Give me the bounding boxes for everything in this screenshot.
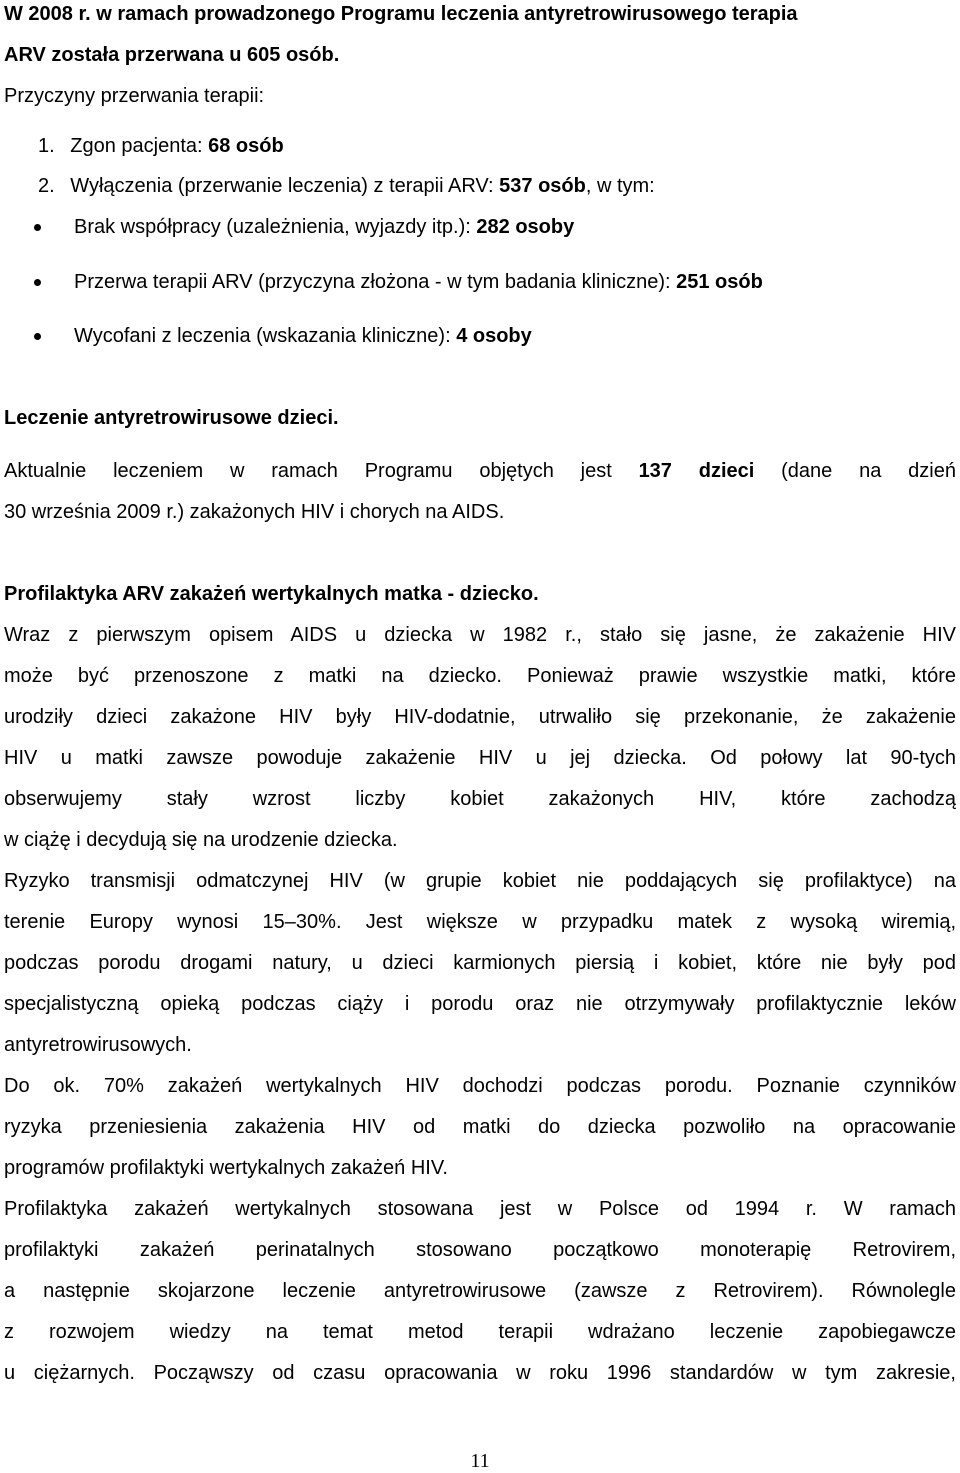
item-value: 68 osób [208,135,284,157]
text-line: urodziły dzieci zakażone HIV były HIV-dodatnie, utrwaliło się przekonanie, że zakażenie [4,706,956,728]
bullet-icon [34,333,41,340]
item-text: Zgon pacjenta: [70,135,209,157]
text-line: Ryzyko transmisji odmatczynej HIV (w grupie kobiet nie poddających się profilaktyce) na [4,870,956,892]
item-tail: , w tym: [585,175,655,197]
children-count: 137 dzieci [638,460,755,482]
text-line: HIV u matki zawsze powoduje zakażenie HIV u jej dziecka. Od połowy lat 90-tych [4,747,956,769]
numbered-item [38,134,284,158]
text-run: (dane na dzień [754,460,956,482]
bullet-icon [34,279,41,286]
bullet-value: 282 osoby [476,216,575,238]
reasons-heading: Przyczyny przerwania terapii: [4,85,265,107]
text-line: w ciążę i decydują się na urodzenie dziecka. [4,829,398,851]
bullet-value: 4 osoby [456,325,532,347]
bullet-icon [34,224,41,231]
text-line: a następnie skojarzone leczenie antyretrowirusowe (zawsze z Retrovirem). Równolegle [4,1280,956,1302]
text-line: specjalistyczną opieką podczas ciąży i porodu oraz nie otrzymywały profilaktycznie leków [4,993,956,1015]
text-line: terenie Europy wynosi 15–30%. Jest większe w przypadku matek z wysoką wiremią, [4,911,956,933]
intro-line-2: ARV została przerwana u 605 osób. [4,44,340,66]
text-line: Do ok. 70% zakażeń wertykalnych HIV dochodzi podczas porodu. Poznanie czynników [4,1075,956,1097]
item-number: 1. [38,135,55,157]
text-line: profilaktyki zakażeń perinatalnych stosowano początkowo monoterapię Retrovirem, [4,1239,956,1261]
text-line: obserwujemy stały wzrost liczby kobiet zakażonych HIV, które zachodzą [4,788,956,810]
bullet-text: Przerwa terapii ARV (przyczyna złożona - w tym badania kliniczne): [74,271,677,293]
text-run: Aktualnie leczeniem w ramach Programu objętych jest [4,460,639,482]
text-line: u ciężarnych. Począwszy od czasu opracowania w roku 1996 standardów w tym zakresie, [4,1362,956,1384]
intro-line-1: W 2008 r. w ramach prowadzonego Programu leczenia antyretrowirusowego terapia [4,3,798,25]
text-line: Profilaktyka zakażeń wertykalnych stosowana jest w Polsce od 1994 r. W ramach [4,1198,956,1220]
item-number: 2. [38,175,55,197]
bullet-item [74,215,574,239]
text-line: ryzyka przeniesienia zakażenia HIV od matki do dziecka pozwoliło na opracowanie [4,1116,956,1138]
section-heading-prophylaxis: Profilaktyka ARV zakażeń wertykalnych matka - dziecko. [4,583,539,605]
text-line: może być przenoszone z matki na dziecko. Ponieważ prawie wszystkie matki, które [4,665,956,687]
bullet-text: Wycofani z leczenia (wskazania kliniczne): [74,325,457,347]
text-line: programów profilaktyki wertykalnych zakażeń HIV. [4,1157,448,1179]
numbered-item [38,174,655,198]
item-text: Wyłączenia (przerwanie leczenia) z terapii ARV: [70,175,500,197]
item-value: 537 osób [499,175,586,197]
text-line: antyretrowirusowych. [4,1034,192,1056]
children-line-2: 30 września 2009 r.) zakażonych HIV i chorych na AIDS. [4,501,505,523]
text-line: Wraz z pierwszym opisem AIDS u dziecka w 1982 r., stało się jasne, że zakażenie HIV [4,624,956,646]
bullet-text: Brak współpracy (uzależnienia, wyjazdy itp.): [74,216,477,238]
page-number: 11 [470,1450,490,1472]
bullet-item [74,324,532,348]
text-line: z rozwojem wiedzy na temat metod terapii wdrażano leczenie zapobiegawcze [4,1321,956,1343]
text-line: podczas porodu drogami natury, u dzieci karmionych piersią i kobiet, które nie były pod [4,952,956,974]
bullet-item [74,270,763,294]
section-heading-children: Leczenie antyretrowirusowe dzieci. [4,407,339,429]
bullet-value: 251 osób [676,271,763,293]
children-line-1 [4,459,956,483]
